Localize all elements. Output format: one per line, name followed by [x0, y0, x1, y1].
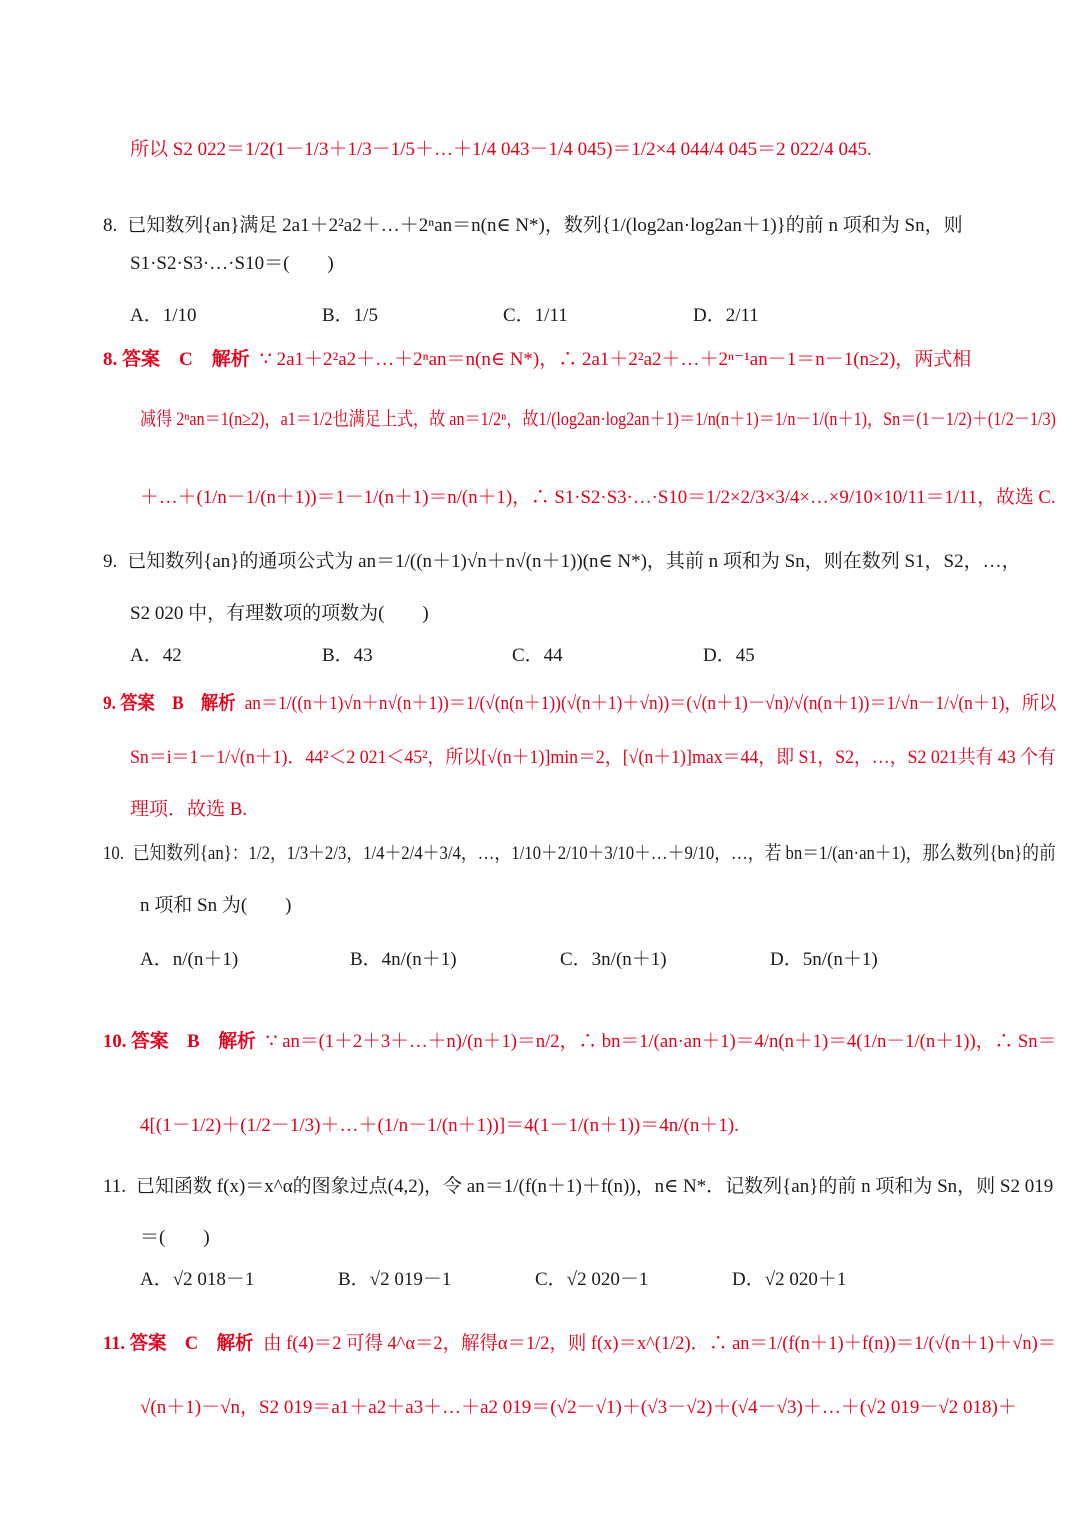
- option-a: A．42: [130, 645, 182, 666]
- solution-head: 10. 答案 B 解析: [103, 1031, 256, 1052]
- problem-text: 已知数列{an}：1/2，1/3＋2/3，1/4＋2/4＋3/4，…，1/10＋2/10＋3/10＋…＋9/10，…，若 bn＝1/(an·an＋1)，那么数列{bn}的前: [132, 843, 1056, 864]
- solution-11-line-2: √(n＋1)－√n，S2 019＝a1＋a2＋a3＋…＋a2 019＝(√2－√1)＋(√3－√2)＋(√4－√3)＋…＋(√2 019－√2 018)＋: [140, 1397, 1017, 1418]
- problem-9-stem-cont: S2 020 中，有理数项的项数为( ): [130, 603, 429, 624]
- problem-10-stem-cont: n 项和 Sn 为( ): [140, 895, 292, 916]
- option-a: A．√2 018－1: [140, 1269, 255, 1290]
- problem-11-stem: [103, 1175, 1053, 1199]
- top-conclusion: 所以 S2 022＝1/2(1－1/3＋1/3－1/5＋…＋1/4 043－1/4 045)＝1/2×4 044/4 045＝2 022/4 045.: [130, 139, 872, 160]
- option-c: C．1/11: [503, 305, 568, 326]
- problem-text: 已知数列{an}满足 2a1＋2²a2＋…＋2ⁿan＝n(n∈ N*)，数列{1/(log2an·log2an＋1)}的前 n 项和为 Sn，则: [127, 215, 963, 236]
- problem-number: 11.: [103, 1176, 127, 1197]
- option-b: B．1/5: [322, 305, 378, 326]
- solution-10-line-1: 10. 答案 B 解析 ∵ an＝(1＋2＋3＋…＋n)/(n＋1)＝n/2，∴ bn＝1/(an·an＋1)＝4/n(n＋1)＝4(1/n－1/(n＋1))，∴ Sn＝: [103, 1031, 1057, 1052]
- problem-8-stem-cont: S1·S2·S3·…·S10＝( ): [130, 253, 334, 274]
- solution-9-line-1: 9. 答案 B 解析 an＝1/((n＋1)√n＋n√(n＋1))＝1/(√(n(n＋1))(√(n＋1)＋√n))＝(√(n＋1)－√n)/√(n(n＋1))＝1/√n－1/√(n＋1)，所以: [103, 693, 1057, 714]
- solution-head: 8. 答案 C 解析: [103, 349, 250, 370]
- solution-9-line-2: Sn＝i＝1－1/√(n＋1)．44²＜2 021＜45²，所以[√(n＋1)]min＝2，[√(n＋1)]max＝44，即 S1，S2，…，S2 021共有 43 个有: [130, 747, 1056, 768]
- solution-8-line-2: 减得 2ⁿan＝1(n≥2)，a1＝1/2也满足上式，故 an＝1/2ⁿ，故1/(log2an·log2an＋1)＝1/n(n＋1)＝1/n－1/(n＋1)，Sn＝(1－1/2)＋(1/2－1/3): [140, 409, 1056, 430]
- problem-11-stem-cont: ＝( ): [140, 1227, 210, 1248]
- solution-10-line-2: 4[(1－1/2)＋(1/2－1/3)＋…＋(1/n－1/(n＋1))]＝4(1－1/(n＋1))＝4n/(n＋1).: [140, 1115, 739, 1136]
- problem-number: 10.: [103, 843, 124, 864]
- problem-10-stem: [103, 842, 1056, 866]
- option-c: C．44: [512, 645, 563, 666]
- option-d: D．5n/(n＋1): [770, 949, 878, 970]
- solution-8-line-3: ＋…＋(1/n－1/(n＋1))＝1－1/(n＋1)＝n/(n＋1)，∴ S1·S2·S3·…·S10＝1/2×2/3×3/4×…×9/10×10/11＝1/11，故选 C.: [140, 487, 1056, 508]
- option-d: D．45: [703, 645, 755, 666]
- option-b: B．4n/(n＋1): [350, 949, 457, 970]
- problem-8-stem: [103, 214, 963, 238]
- option-a: A．n/(n＋1): [140, 949, 239, 970]
- problem-text: 已知数列{an}的通项公式为 an＝1/((n＋1)√n＋n√(n＋1))(n∈ N*)，其前 n 项和为 Sn，则在数列 S1，S2，…，: [127, 551, 1021, 572]
- solution-9-line-3: 理项．故选 B.: [130, 799, 248, 820]
- option-b: B．√2 019－1: [338, 1269, 452, 1290]
- option-c: C．√2 020－1: [535, 1269, 649, 1290]
- solution-8-line-1: 8. 答案 C 解析 ∵ 2a1＋2²a2＋…＋2ⁿan＝n(n∈ N*)，∴ 2a1＋2²a2＋…＋2ⁿ⁻¹an－1＝n－1(n≥2)，两式相: [103, 349, 972, 370]
- problem-9-stem: [103, 550, 1021, 574]
- option-d: D．√2 020＋1: [732, 1269, 847, 1290]
- option-d: D．2/11: [693, 305, 759, 326]
- problem-number: 9.: [103, 551, 118, 572]
- option-a: A．1/10: [130, 305, 197, 326]
- solution-head: 11. 答案 C 解析: [103, 1333, 254, 1354]
- solution-head: 9. 答案 B 解析: [103, 693, 236, 714]
- option-c: C．3n/(n＋1): [560, 949, 667, 970]
- problem-number: 8.: [103, 215, 118, 236]
- option-b: B．43: [322, 645, 373, 666]
- solution-11-line-1: 11. 答案 C 解析 由 f(4)＝2 可得 4^α＝2，解得α＝1/2，则 f(x)＝x^(1/2)．∴ an＝1/(f(n＋1)＋f(n))＝1/(√(n＋1)＋√n)＝: [103, 1333, 1057, 1354]
- problem-text: 已知函数 f(x)＝x^α的图象过点(4,2)，令 an＝1/(f(n＋1)＋f(n))，n∈ N*．记数列{an}的前 n 项和为 Sn，则 S2 019: [136, 1176, 1054, 1197]
